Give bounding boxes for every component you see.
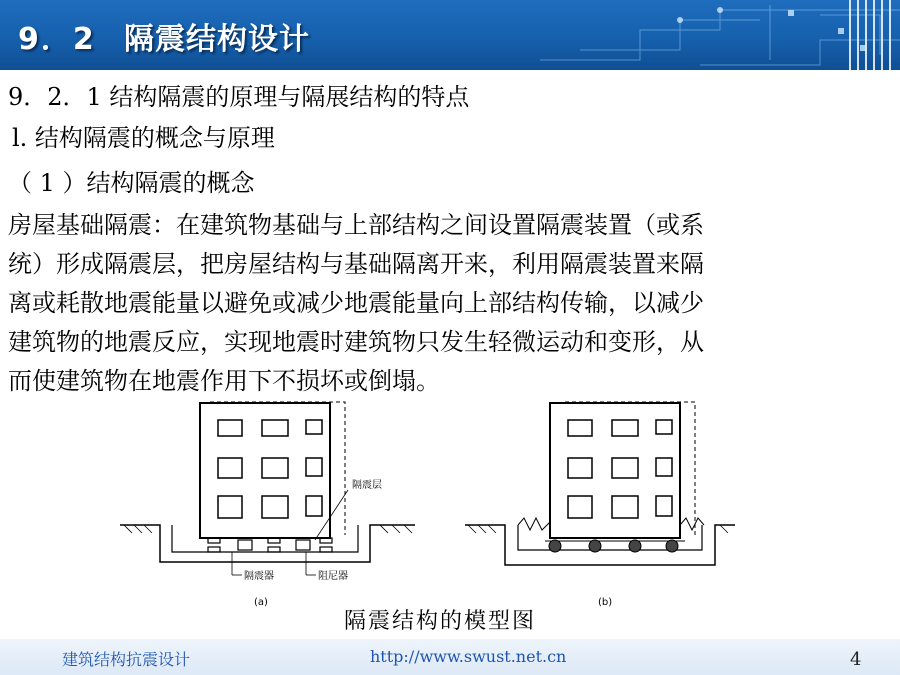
label-damper: 阻尼器 <box>318 571 348 582</box>
paragraph-line: 房屋基础隔震：在建筑物基础与上部结构之间设置隔震装置（或系 <box>8 211 704 239</box>
course-name: 建筑结构抗震设计 <box>62 650 191 669</box>
footer-url: http://www.swust.net.cn <box>370 647 567 666</box>
label-sub-b: (b) <box>598 597 613 608</box>
page-number: 4 <box>850 649 862 670</box>
slide-header <box>0 0 900 70</box>
circuit-decoration <box>520 0 900 70</box>
isolation-diagram <box>120 400 740 608</box>
section-number: 9．2 <box>18 22 96 57</box>
item-subheading: （ 1 ）结构隔震的概念 <box>8 169 255 197</box>
paragraph-line: 建筑物的地震反应，实现地震时建筑物只发生轻微运动和变形，从 <box>8 328 704 356</box>
item-heading: l. 结构隔震的概念与原理 <box>12 124 275 152</box>
page-title: 隔震结构设计 <box>124 22 310 57</box>
slide-footer <box>0 639 900 675</box>
figure-caption: 隔震结构的模型图 <box>344 609 537 634</box>
paragraph-line: 而使建筑物在地震作用下不损坏或倒塌。 <box>8 367 440 395</box>
paragraph-line: 统）形成隔震层，把房屋结构与基础隔离开来，利用隔震装置来隔 <box>8 250 704 278</box>
paragraph-line: 离或耗散地震能量以避免或减少地震能量向上部结构传输，以减少 <box>8 289 704 317</box>
subsection-heading: 9．2．1 结构隔震的原理与隔展结构的特点 <box>8 83 470 111</box>
definition-paragraph <box>8 206 892 401</box>
label-isolator: 隔震器 <box>244 571 274 582</box>
label-isolation-layer: 隔震层 <box>352 480 382 491</box>
label-sub-a: (a) <box>254 597 268 608</box>
